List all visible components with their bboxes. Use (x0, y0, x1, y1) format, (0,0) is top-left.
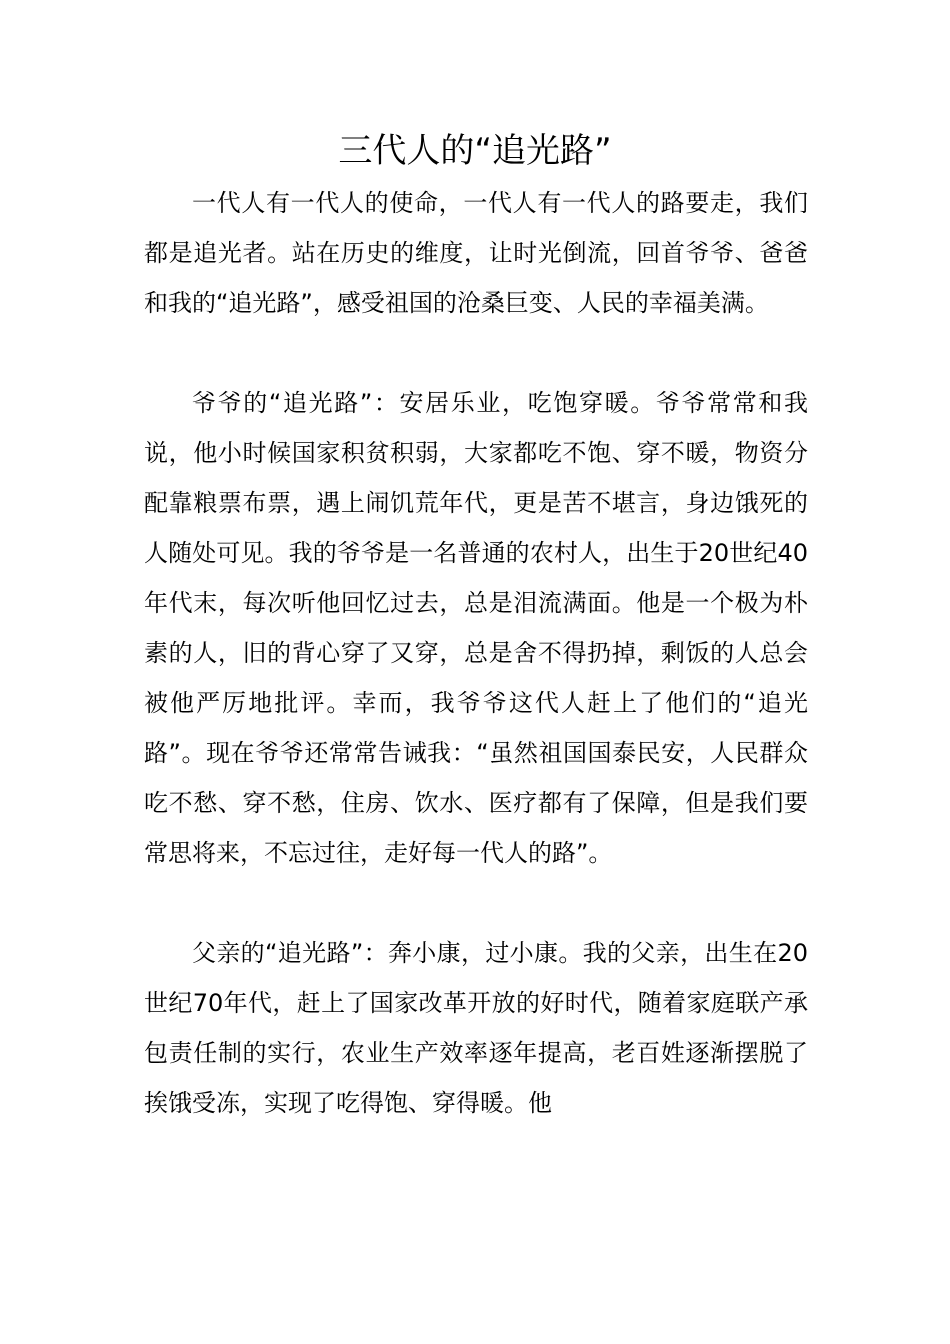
document-body (144, 178, 808, 1128)
paragraph-spacer (144, 878, 808, 928)
paragraph-intro: 一代人有一代人的使命，一代人有一代人的路要走，我们都是追光者。站在历史的维度，让时光倒流，回首爷爷、爸爸和我的“追光路”，感受祖国的沧桑巨变、人民的幸福美满。 (144, 189, 808, 317)
document-title: 三代人的“追光路” (338, 131, 612, 171)
paragraph-spacer (144, 328, 808, 378)
paragraph-father: 父亲的“追光路”：奔小康，过小康。我的父亲，出生在20世纪70年代，赶上了国家改革开放的好时代，随着家庭联产承包责任制的实行，农业生产效率逐年提高，老百姓逐渐摆脱了挨饿受冻，实现了吃得饱、穿得暖。他 (144, 939, 808, 1117)
paragraph-grandfather: 爷爷的“追光路”：安居乐业，吃饱穿暖。爷爷常常和我说，他小时候国家积贫积弱，大家都吃不饱、穿不暖，物资分配靠粮票布票，遇上闹饥荒年代，更是苦不堪言，身边饿死的人随处可见。我的爷爷是一名普通的农村人，出生于20世纪40年代末，每次听他回忆过去，总是泪流满面。他是一个极为朴素的人，旧的背心穿了又穿，总是舍不得扔掉，剩饭的人总会被他严厉地批评。幸而，我爷爷这代人赶上了他们的“追光路”。现在爷爷还常常告诫我：“虽然祖国国泰民安，人民群众吃不愁、穿不愁，住房、饮水、医疗都有了保障，但是我们要常思将来，不忘过往，走好每一代人的路”。 (144, 389, 808, 867)
